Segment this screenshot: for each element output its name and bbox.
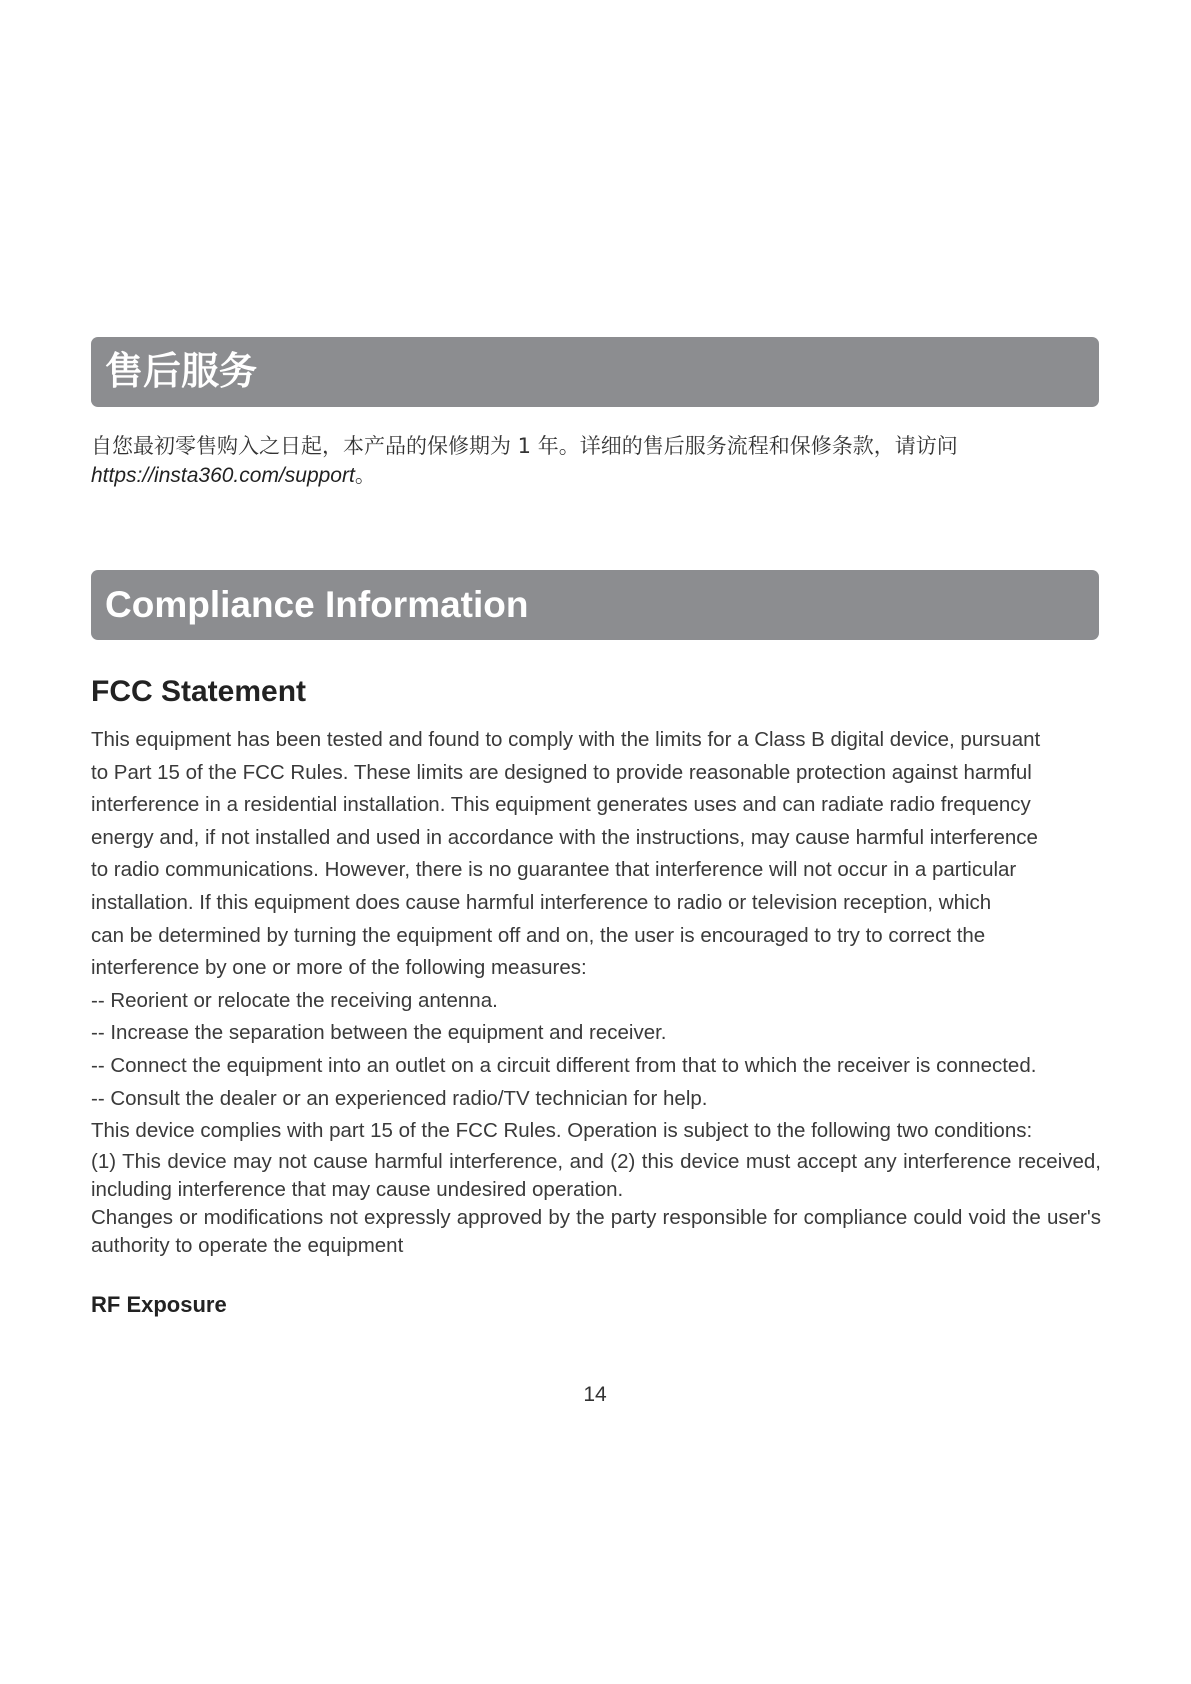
support-link[interactable]: https://insta360.com/support	[91, 464, 355, 487]
fcc-measure-item: -- Reorient or relocate the receiving antenna.	[91, 988, 498, 1012]
fcc-line: interference in a residential installation. This equipment generates uses and can radiate radio frequency	[91, 793, 1031, 817]
rf-exposure-heading: RF Exposure	[91, 1292, 227, 1317]
fcc-measure-item: -- Consult the dealer or an experienced radio/TV technician for help.	[91, 1086, 708, 1110]
page-number: 14	[583, 1383, 607, 1406]
aftersales-end: 。	[354, 463, 376, 487]
fcc-line: energy and, if not installed and used in accordance with the instructions, may cause harmful interference	[91, 825, 1038, 849]
fcc-line: This device complies with part 15 of the FCC Rules. Operation is subject to the following two conditions:	[91, 1119, 1033, 1143]
compliance-section-heading: Compliance Information	[91, 570, 1099, 640]
aftersales-paragraph	[91, 432, 1099, 490]
fcc-line: interference by one or more of the following measures:	[91, 956, 587, 980]
fcc-line: can be determined by turning the equipment off and on, the user is encouraged to try to correct the	[91, 923, 986, 947]
fcc-statement-heading: FCC Statement	[91, 675, 307, 708]
fcc-line: to radio communications. However, there is no guarantee that interference will not occur in a particular	[91, 858, 1017, 882]
document-page	[91, 0, 1099, 1684]
fcc-statement-body	[91, 724, 1101, 1260]
aftersales-section-heading: 售后服务	[91, 337, 1099, 407]
fcc-line: to Part 15 of the FCC Rules. These limits are designed to provide reasonable protection against harmful	[91, 760, 1032, 784]
aftersales-text: 自您最初零售购入之日起，本产品的保修期为 1 年。详细的售后服务流程和保修条款，请访问	[91, 434, 958, 458]
fcc-measure-item: -- Increase the separation between the equipment and receiver.	[91, 1021, 667, 1045]
fcc-line: This equipment has been tested and found to comply with the limits for a Class B digital device, pursuant	[91, 728, 1041, 751]
fcc-changes-notice: Changes or modifications not expressly approved by the party responsible for compliance could void the user's authority to operate the equipment	[91, 1205, 1101, 1257]
fcc-line: installation. If this equipment does cause harmful interference to radio or television reception, which	[91, 890, 992, 914]
fcc-measure-item: -- Connect the equipment into an outlet on a circuit different from that to which the receiver is connected.	[91, 1053, 1037, 1077]
fcc-conditions: (1) This device may not cause harmful interference, and (2) this device must accept any interference received, including interference that may cause undesired operation.	[91, 1149, 1101, 1201]
